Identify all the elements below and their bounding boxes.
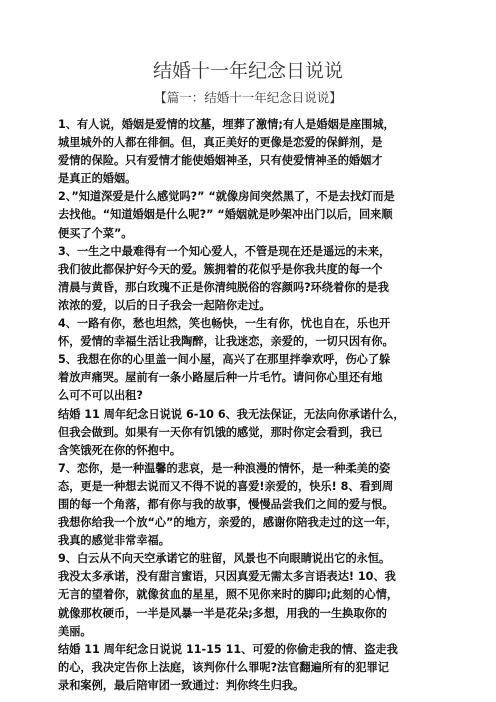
body-line: 就像那枚硬币，一半是风暴一半是花朵;多想，用我的一生换取你的 [58,606,387,620]
body-line: 围的每一个角落，都有你与我的故事，慢慢品尝我们之间的爱与恨。 [58,497,394,511]
body-line: 4、一路有你，愁也坦然，笑也畅快，一生有你，忧也自在，乐也开 [58,317,391,331]
body-line: 结婚 11 周年纪念日说说 6-10 6、我无法保证，无法向你承诺什么， [58,407,405,421]
body-line: 但我会做到。如果有一天你有饥饿的感觉，那时你定会看到，我已 [58,425,383,439]
document-title: 结婚十一年纪念日说说 [152,60,343,82]
body-line: 3、一生之中最难得有一个知心爱人，不管是现在还是遥远的未来， [58,244,391,258]
body-line: 的心，我决定告你上法庭，该判你什么罪呢?法官翻遍所有的犯罪记 [58,660,389,674]
body-line: 我们彼此都保护好今天的爱。簇拥着的花似乎是你我共度的每一个 [58,262,383,276]
body-line: 去找他。“知道婚姻是什么呢?” “婚姻就是吵架冲出门以后，回来顺 [58,208,393,222]
body-line: 么可不可以出租? [58,389,143,403]
body-line: 美丽。 [58,624,92,638]
body-line: 9、白云从不向天空承诺它的驻留，风景也不向眼睛说出它的永恒。 [58,552,391,566]
body-line: 1、有人说，婚姻是爱情的坟墓，埋葬了激情;有人是婚姻是座围城， [58,118,395,131]
body-line: 浓浓的爱，以后的日子我会一起陪你走过。 [58,298,271,312]
body-line: 着放声痛哭。屋前有一条小路屋后种一片毛竹。请问你心里还有地 [58,371,383,385]
body-line: 怀，爱情的幸福生活让我陶醉，让我迷恋，亲爱的，一切只因有你。 [58,335,394,349]
body-line: 我真的感觉非常幸福。 [58,534,170,548]
body-line: 城里城外的人都在徘徊。但，真正美好的更像是恋爱的保鲜剂，是 [58,136,383,150]
body-line: 无言的望着你，就像贫血的星星，照不见你来时的脚印;此刻的心情， [58,588,399,602]
body-line: 含笑饿死在你的怀抱中。 [58,443,182,457]
body-line: 录和案例，最后陪审团一致通过：判你终生归我。 [58,678,305,692]
body-line: 我没太多承诺，没有甜言蜜语，只因真爱无需太多言语表达! 10、我 [58,570,396,584]
body-line: 是真正的婚姻。 [58,172,137,186]
body-line: 清晨与黄昏，那白玫瑰不正是你清纯脱俗的容颜吗?环绕着你的是我 [58,280,389,294]
body-line: 结婚 11 周年纪念日说说 11-15 11、可爱的你偷走我的情、盗走我 [58,642,398,656]
body-line: 5、我想在你的心里盖一间小屋，高兴了在那里拌拳欢呼，伤心了躲 [58,353,391,367]
body-line: 便买了个菜”。 [58,226,133,240]
document-body [58,116,444,695]
body-line: 7、恋你，是一种温馨的悲哀，是一种浪漫的情怀，是一种柔美的姿 [58,461,391,475]
body-line: 态，更是一种想去说而又不得不说的喜爱!亲爱的，快乐! 8、看到周 [58,479,394,493]
body-line: 爱情的保险。只有爱情才能使婚姻神圣，只有使爱情神圣的婚姻才 [58,154,383,168]
document-subtitle: 【篇一：结婚十一年纪念日说说】 [154,90,342,105]
body-line: 我想你给我一个放“心”的地方，亲爱的，感谢你陪我走过的这一年， [58,516,398,530]
body-line: 2、”知道深爱是什么感觉吗?” “就像房间突然黑了，不是去找灯而是 [58,190,395,204]
